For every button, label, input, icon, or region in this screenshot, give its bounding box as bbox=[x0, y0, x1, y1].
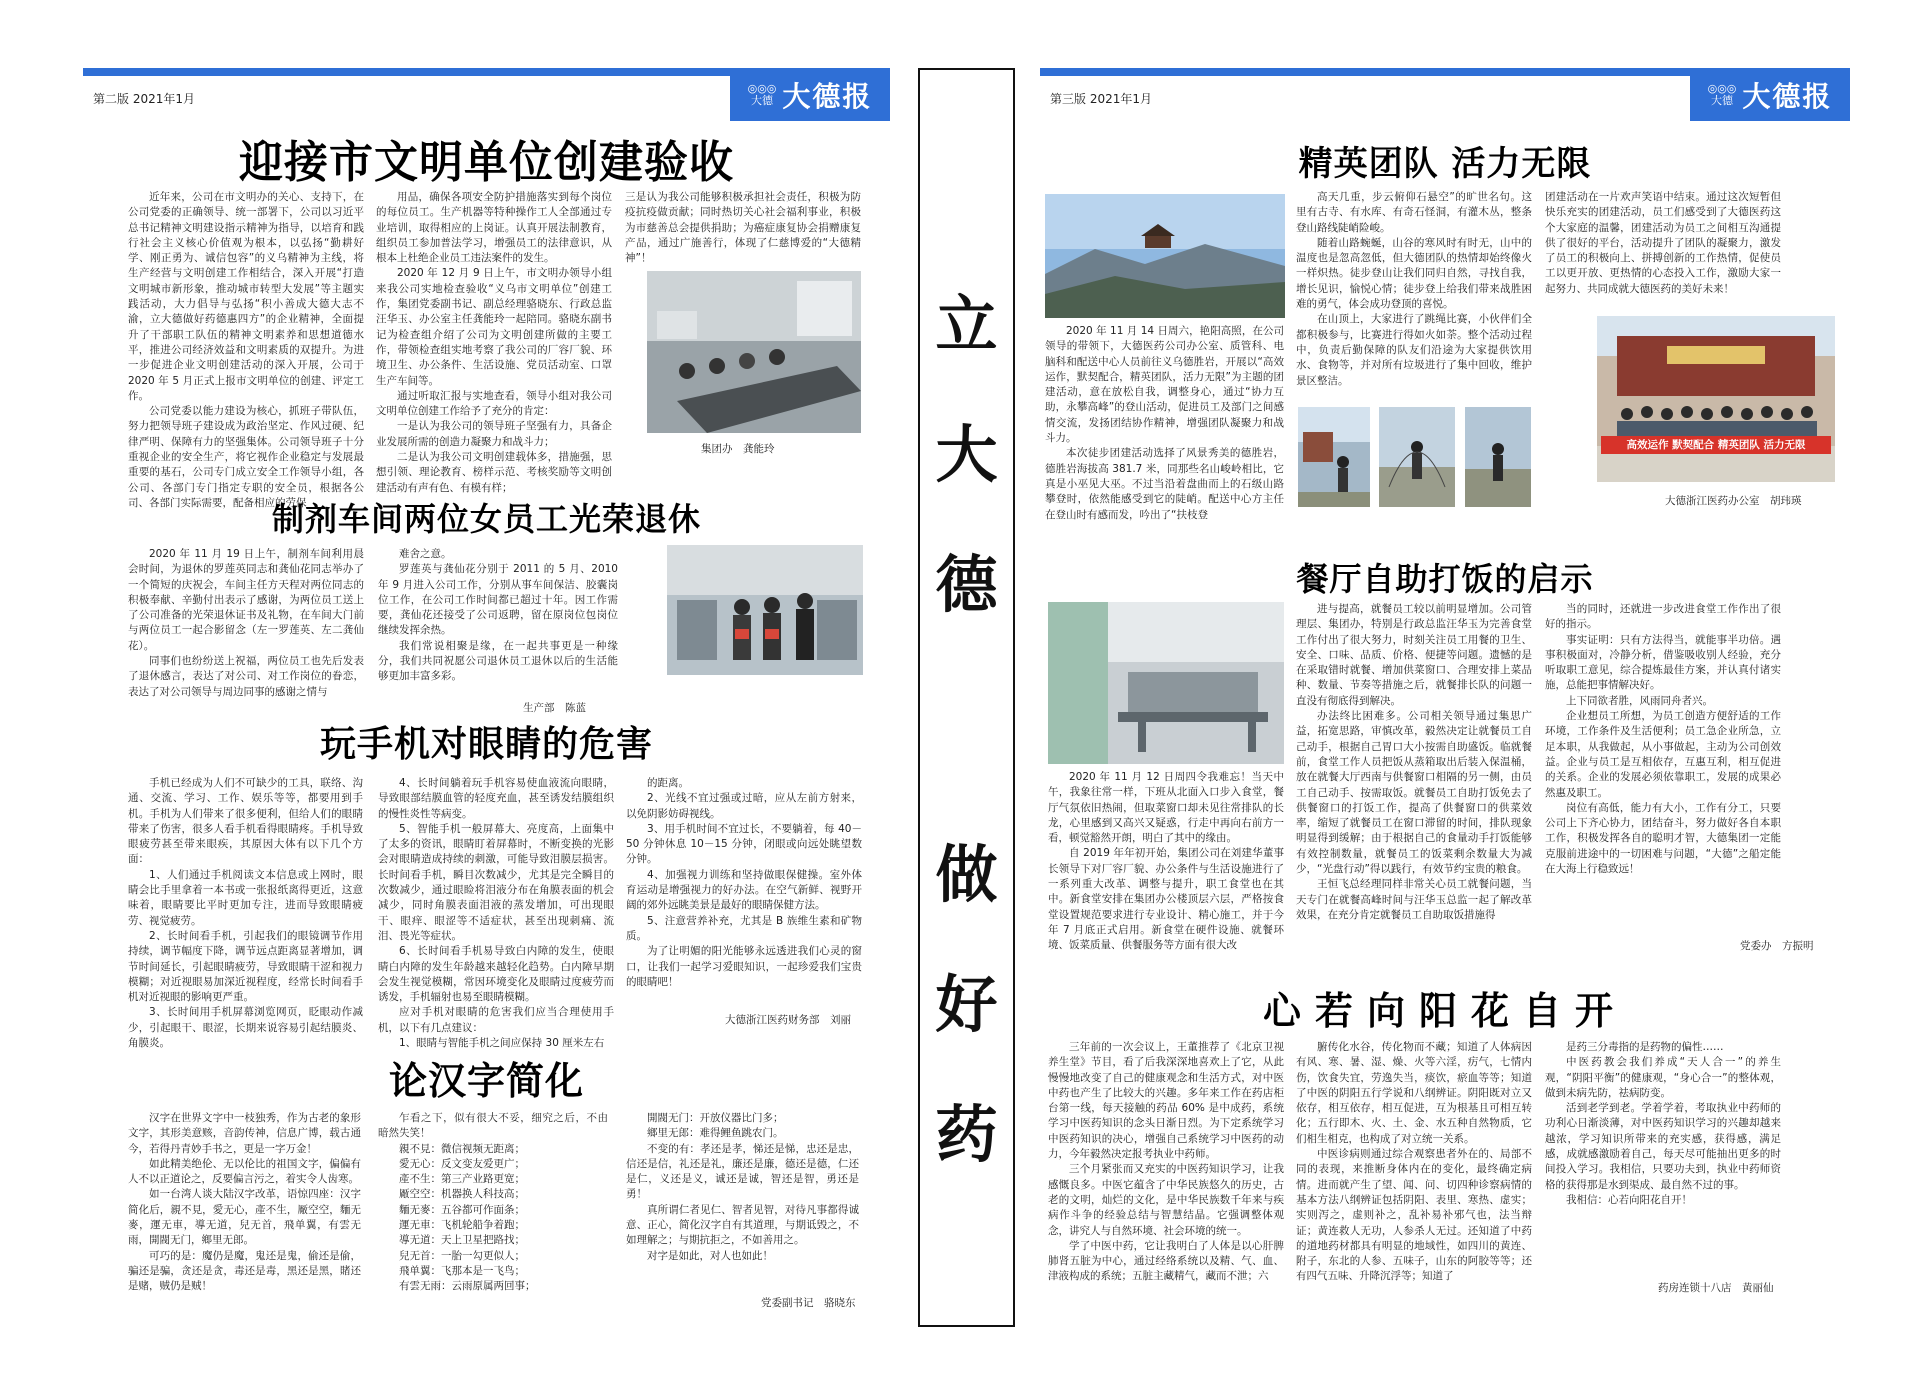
team-activity-photo bbox=[1298, 407, 1370, 507]
article-body: 乍看之下，似有很大不妥，细究之后，不由暗然失笑！ 親不見：微信视频无距离； 愛无心：反文变友爱更广； 產不生：第三产业路更宽； 厰空空：机器换人科技高； 麵无麥：五谷都可作面条； 運无車：飞机轮船争着跑； 導无道：天上卫星把路找； 兒无首：一胎一勾更似人； 飛单翼：飞那本是一飞鸟； 有雲无雨：云雨原属两回事； bbox=[378, 1112, 608, 1293]
jump-rope-photo bbox=[1465, 407, 1531, 507]
article-title: 精英团队 活力无限 bbox=[1298, 144, 1592, 184]
logo-name: 大德报 bbox=[1742, 79, 1833, 113]
slogan-char: 好 bbox=[935, 968, 998, 1041]
article-body: 2020 年 11 月 19 日上午，制剂车间利用晨会时间，为退休的罗莲英同志和龚仙花同志举办了一个简短的庆祝会，车间主任方天程对两位同志的积极奉献、辛勤付出表示了感谢，为两位员工送上了公司准备的光荣退休证书及礼物，在车间大门前与两位员工一起合影留念（左一罗莲英、左二龚仙花）。 同事们也纷纷送上祝福，两位员工也先后发表了退休感言，表达了对公司、对工作岗位的眷恋，表达了对公司领导与周边同事的感谢之情与 bbox=[128, 548, 364, 698]
page-header bbox=[83, 68, 890, 121]
article-body: 高天几重，步云俯仰石悬空”的旷世名句。这里有古寺、有水库、有奇石怪洞，有灌木丛，整条登山路线陡峭险峻。 随着山路蜿蜒，山谷的寒风时有时无，山中的温度也是忽高忽低，但大德团队的热情却始终像火一样炽热。徒步登山让我们同归自然，寻找自我，增长见识，愉悦心情；徒步登上给我们带来战胜困难的勇气，体会成功登顶的喜悦。 在山顶上，大家进行了跳绳比赛，小伙伴们全都积极参与，比赛进行得如火如荼。整个活动过程中，负责后勤保障的队友们沿途为大家提供饮用水、食物等，并对所有垃圾进行了集中回收，维护景区整洁。 bbox=[1296, 191, 1532, 387]
article-title: 玩手机对眼睛的危害 bbox=[319, 723, 653, 765]
slogan-column bbox=[918, 68, 1015, 1327]
page-three bbox=[1040, 0, 1850, 1388]
article-body: 近年来，公司在市文明办的关心、支持下，在公司党委的正确领导、统一部署下，公司以习近平总书记精神文明建设指示精神为指导，以培育和践行社会主义核心价值观为根本，以弘扬“勤耕好学、刚正勇为、诚信包容”的义乌精神为主线，将生产经营与文明创建工作相结合，深入开展“打造文明城市新形象，推动城市转型大发展”等主题实践活动，大力倡导与弘扬“积小善成大德大志不渝，立大德做好药德惠四方”的企业精神，全面提升了干部职工队伍的精神文明素养和思想道德水平，推进公司经济效益和文明素质的双提升。为进一步促进企业文明创建活动的深入开展，公司于 2020 年 5 月正式上报市文明单位的创建、评定工作。 公司党委以能力建设为核心，抓班子带队伍，努力把领导班子建设成为政治坚定、作风过硬、纪律严明、保障有力的坚强集体。公司领导班子十分重视企业的安全生产，将它视作企业稳定与发展最重要的基石，公司专门成立安全工作领导小组，各公司、各部门专门指定专职的安全员，根据各公司、各部门实际需要，配备相应的劳保 bbox=[128, 191, 364, 509]
article-body: 2020 年 11 月 12 日周四令我难忘！当天中午，我象往常一样，下班从北面入口步入食堂，餐厅气氛依旧热闹，但取菜窗口却未见往常排队的长龙，心里感到又高兴又疑惑，行走中再向右前方一看，顿觉豁然开朗，明白了其中的缘由。 自 2019 年年初开始，集团公司在刘建华董事长领导下对厂容厂貌、办公条件与生活设施进行了一系列重大改革、调整与提升，职工食堂也在其中。新食堂安排在集团办公楼顶层六层，严格按食堂设置规范要求进行专业设计、精心施工，并于今年 7 月底正式启用。新食堂在硬件设施、就餐环境、饭菜质量、供餐服务等方面有很大改 bbox=[1048, 771, 1284, 952]
article-signature: 大德浙江医药财务部 刘丽 bbox=[725, 1014, 851, 1026]
article-title: 制剂车间两位女员工光荣退休 bbox=[271, 500, 701, 538]
article-body: 三年前的一次会议上，王董推荐了《北京卫视养生堂》节目，看了后我深深地喜欢上了它，从此慢慢地改变了自己的健康观念和生活方式，对中医中药也产生了比较大的兴趣。多年来工作在药店柜台第一线，每天接触的药品 60% 是中成药，系统学习中医药知识的念头日渐日烈。为下定系统学习中医药知识的决心，增强自己系统学习中医药的动力，今年毅然决定报考执业中药师。 三个月紧张而又充实的中医药知识学习，让我感慨良多。中医它蕴含了中华民族悠久的历史，古老的文明，灿烂的文化，是中华民族数千年来与疾病作斗争的经验总结与智慧结晶。它强调整体观念，讲究人与自然环境、社会环境的统一。 学了中医中药，它让我明白了人体是以心肝脾肺肾五脏为中心，通过经络系统以及精、气、血、津液构成的系统；五脏主藏精气，藏而不泄；六 bbox=[1048, 1041, 1284, 1283]
article-body: 用品，确保各项安全防护措施落实到每个岗位的每位员工。生产机器等特种操作工人全部通过专业培训，取得相应的上岗证。认真开展法制教育，组织员工参加普法学习，增强员工的法律意识，从根本上杜绝企业员工违法案件的发生。 2020 年 12 月 9 日上午，市文明办领导小组来我公司实地检查验收“义乌市文明单位”创建工作，集团党委副书记、副总经理骆晓东、行政总监汪华玉、办公室主任龚能玲一起陪同。骆晓东副书记为检查组介绍了公司为文明创建所做的主要工作，带领检查组实地考察了我公司的厂容厂貌、环境卫生、办公条件、生活设施、党员活动室、口罩生产车间等。 通过听取汇报与实地查看，领导小组对我公司文明单位创建工作给予了充分的肯定： 一是认为我公司的领导班子坚强有力，具备企业发展所需的创造力凝聚力和战斗力； 二是认为我公司文明创建载体多，措施强，思想引领、理论教育、榜样示范、考核奖励等文明创建活动有声有色、有模有样； bbox=[376, 191, 612, 494]
retirement-photo bbox=[667, 545, 863, 675]
article-body: 团建活动在一片欢声笑语中结束。通过这次短暂但快乐充实的团建活动，员工们感受到了大德医药这个大家庭的温馨，团建活动为员工之间相互沟通提供了很好的平台，活动提升了团队的凝聚力，激发了员工的积极向上、拼搏创新的工作热情，促使员工以更开放、更热情的心态投入工作，激励大家一起努力、共同成就大德医药的美好未来！ bbox=[1545, 191, 1781, 295]
article-body: 汉字在世界文字中一枝独秀，作为古老的象形文字，其形美意赅，音韵传神，信息广博，载古通今，若得丹青妙手书之，更是一字万金！ 如此精美绝伦、无以伦比的祖国文字，偏偏有人不以正道论之，反要偏言污之，着实令人齿寒。 如一台湾人谈大陆汉字改革，语惊四座：汉字简化后，親不見，愛无心，產不生，厰空空，麵无麥，運无車，導无道，兒无首，飛单翼，有雲无雨，開閥无门，鄉里无郎。 可巧的是：魔仍是魔，鬼还是鬼，偷还是偷，骗还是骗，贪还是贪，毒还是毒，黑还是黑，賭还是赌，贼仍是贼！ bbox=[128, 1112, 361, 1293]
article-body: 2020 年 11 月 14 日周六，艳阳高照，在公司领导的带领下，大德医药公司办公室、质管科、电脑科和配送中心人员前往义乌德胜岩，开展以“高效运作，默契配合，精英团队，活力无限”为主题的团建活动，意在放松自我，调整身心，通过“协力互助，永攀高峰”的登山活动，促进员工及部门之间感情交流，发扬团结协作精神，增强团队凝聚力和战斗力。 本次徒步团建活动选择了风景秀美的德胜岩，德胜岩海拔高 381.7 米，同那些名山峻岭相比，它真是小巫见大巫。不过当沿着盘曲而上的石级山路攀登时，依然能感受到它的陡峭。配送中心方主任在登山时有感而发，吟出了“扶枝登 bbox=[1045, 325, 1284, 521]
edition-label: 第三版 2021年1月 bbox=[1050, 92, 1152, 106]
article-body: 手机已经成为人们不可缺少的工具，联络、沟通、交流、学习、工作、娱乐等等，都要用到手机。手机为人们带来了很多便利，但给人们的眼睛带来了伤害，很多人看手机看得眼睛疼。手机导致眼疲劳甚至带来眼疾，其原因大体有以下几个方面： 1、人们通过手机阅读文本信息或上网时，眼睛会比手里拿着一本书或一张报纸离得更近，这意味着，眼睛要比平时更加专注，进而导致眼睛疲劳、视觉疲劳。 2、长时间看手机，引起我们的眼镜调节作用持续，调节幅度下降，调节远点距离显著增加，调节时间延长，引起眼睛疲劳，导致眼睛干涩和视力模糊；对近视眼易加深近视程度，经常长时间看手机对近视眼的影响更严重。 3、长时间用手机屏幕浏览网页，眨眼动作减少，引起眼干、眼涩，长期来说容易引起结膜炎、角膜炎。 bbox=[128, 777, 363, 1050]
meeting-room-photo bbox=[647, 271, 861, 433]
slogan-char: 大 bbox=[935, 418, 998, 491]
article-body: 開閥无门：开放仪器比门多； 鄉里无郎：难得鲤鱼跳农门。 不变的有：孝还是孝，悌还是悌，忠还是忠，信还是信，礼还是礼，廉还是廉，德还是德，仁还是仁，义还是义，诚还是诚，智还是智，勇还是勇！ 真所谓仁者见仁、智者见智，对待凡事都得诚意、正心，简化汉字自有其道理，与期诋毁之，不如理解之；与期抗拒之，不如善用之。 对字是如此，对人也如此！ bbox=[626, 1112, 859, 1262]
slogan-char: 做 bbox=[935, 838, 998, 911]
page-two bbox=[83, 0, 890, 1388]
article-body: 腑传化水谷，传化物而不藏；知道了人体病因有风、寒、暑、湿、燥、火等六淫，疠气，七情内伤，饮食失宜，劳逸失当，痰饮，瘀血等等；知道了中医的阴阳五行学说和八纲辨证。阴阳既对立又依存，相互依存，相互促进，互为根基且可相互转化；五行即木、火、土、金、水五种自然物质，它们相生相克，也构成了对立统一关系。 中医诊病则通过综合观察患者外在的、局部不同的表现，来推断身体内在的变化，最终确定病情。进而就产生了望、闻、问、切四种诊察病情的基本方法八纲辨证包括阴阳、表里、寒热、虚实；实则泻之，虚则补之，乱补易补邪气也，法当辩证；黄连救人无功，人参杀人无过。还知道了中药的道地药材都具有明显的地域性，如四川的黄连、附子，东北的人参、五味子，山东的阿胶等等；还有四气五味、升降沉浮等；知道了 bbox=[1296, 1041, 1532, 1283]
slogan-char: 德 bbox=[935, 548, 998, 621]
page-header bbox=[1040, 68, 1850, 121]
mountain-view-photo bbox=[1045, 194, 1285, 318]
article-body: 4、长时间躺着玩手机容易使血液流向眼睛，导致眼部结膜血管的轻度充血，甚至诱发结膜组织的慢性炎性等病变。 5、智能手机一般屏幕大、亮度高，上面集中了太多的资讯，眼睛盯着屏幕时，不断变换的光影会对眼睛造成持续的刺激，可能导致泪膜层损害。长时间看手机，瞬目次数减少，尤其是完全瞬目的次数减少，通过眼睑将泪液分布在角膜表面的机会减少，同时角膜表面泪液的蒸发增加，可出现眼干、眼痒、眼涩等不适症状，甚至出现刺痛、流泪、畏光等症状。 6、长时间看手机易导致白内障的发生，使眼睛白内障的发生年龄越来越轻化趋势。白内障早期会发生视觉模糊，常因环境变化及眼睛过度疲劳而诱发，手机辐射也易至眼睛模糊。 应对手机对眼睛的危害我们应当合理使用手机，以下有几点建议： 1、眼睛与智能手机之间应保持 30 厘米左右 bbox=[378, 777, 614, 1050]
article-signature: 集团办 龚能玲 bbox=[701, 443, 775, 455]
article-title: 论汉字简化 bbox=[388, 1058, 584, 1103]
article-signature: 生产部 陈蓝 bbox=[523, 702, 586, 714]
article-signature: 党委办 方振明 bbox=[1740, 940, 1814, 952]
newspaper-logo bbox=[1690, 68, 1850, 121]
article-signature: 党委副书记 骆晓东 bbox=[761, 1297, 856, 1309]
article-body: 是药三分毒指的是药物的偏性…… 中医药教会我们养成“天人合一”的养生观，“阴阳平衡”的健康观，“身心合一”的整体观，做到未病先防，祛病防变。 活到老学到老。学着学着，考取执业中药师的功利心日渐淡薄，对中医药知识学习的兴趣却越来越浓，学习知识所带来的充实感，获得感，满足感，成就感激励着自己，每天尽可能抽出更多的时间投入学习。我相信，只要功夫到，执业中药师资格的获得那是水到渠成、最自然不过的事。 我相信：心若向阳花自开！ bbox=[1545, 1041, 1781, 1206]
article-body: 三是认为我公司能够积极承担社会责任，积极为防疫抗疫做贡献；同时热切关心社会福利事业，积极为市慈善总会提供捐助；为癌症康复协会捐赠康复产品，通过广施善行，体现了仁慈博爱的“大德精神”！ bbox=[625, 191, 861, 265]
article-signature: 药房连锁十八店 黄丽仙 bbox=[1658, 1282, 1774, 1294]
logo-mark: ◎◎◎ 大德 bbox=[1707, 81, 1737, 107]
logo-name: 大德报 bbox=[782, 79, 873, 113]
article-body: 难舍之意。 罗莲英与龚仙花分别于 2011 的 5 月、2010 年 9 月进入公司工作，分别从事车间保洁、胶囊岗位工作，在公司工作时间都已超过十年。因工作需要，龚仙花还接受了公司返聘，留在原岗位包岗位继续发挥余热。 我们常说相聚是缘，在一起共事更是一种缘分，我们共同祝愿公司退休员工退休以后的生活能够更加丰富多彩。 bbox=[378, 548, 618, 683]
team-group-photo bbox=[1597, 316, 1835, 482]
team-banner: 高效运作 默契配合 精英团队 活力无限 bbox=[1601, 436, 1831, 454]
newspaper-logo bbox=[730, 68, 890, 121]
article-body: 的距离。 2、光线不宜过强或过暗，应从左前方射来，以免阴影妨碍视线。 3、用手机时间不宜过长，不要躺着，每 40－50 分钟休息 10－15 分钟，闭眼或向远处眺望数分钟。 4、加强视力训练和坚持做眼保健操。室外体育运动是增强视力的好办法。在空气新鲜、视野开阔的郊外远眺美景是最好的眼睛保健方法。 5、注意营养补充，尤其是 B 族维生素和矿物质。 为了让明媚的阳光能够永远透进我们心灵的窗口，让我们一起学习爱眼知识，一起珍爱我们宝贵的眼睛吧！ bbox=[626, 777, 862, 988]
canteen-photo bbox=[1048, 602, 1284, 764]
article-title: 心若向阳花自开 bbox=[1262, 988, 1627, 1033]
slogan-char: 立 bbox=[935, 288, 998, 361]
edition-label: 第二版 2021年1月 bbox=[93, 92, 195, 106]
article-title: 餐厅自助打饭的启示 bbox=[1296, 560, 1594, 598]
logo-mark: ◎◎◎ 大德 bbox=[747, 81, 777, 107]
article-body: 进与提高，就餐员工较以前明显增加。公司管理层、集团办，特别是行政总监汪华玉为完善食堂工作付出了很大努力，时刻关注员工用餐的卫生、安全、口味、品质、价格、便捷等问题。遗憾的是在采取错时就餐、增加供菜窗口、合理安排上菜品种、数量、节奏等措施之后，就餐排长队的问题一直没有彻底得到解决。 办法终比困难多。公司相关领导通过集思广益，拓宽思路，审慎改革，毅然决定让就餐员工自己动手，根据自己胃口大小按需自助盛饭。临就餐前，食堂工作人员把饭从蒸箱取出后装入保温桶，放在就餐大厅西南与供餐窗口相隔的另一侧，由员工自己动手、按需取饭。就餐员工自助打饭免去了供餐窗口的打饭工作，提高了供餐窗口的供菜效率，缩短了就餐员工在窗口滞留的时间，排队现象明显得到缓解；由于根据自己的食量动手打饭能够有效控制数量，就餐员工的饭菜剩余数量大为减少，“光盘行动”得以践行，有效节约宝贵的粮食。 王恒飞总经理同样非常关心员工就餐问题，当天专门在就餐高峰时间与汪华玉总监一起了解改革效果，在充分肯定就餐员工自助取饭措施得 bbox=[1296, 603, 1532, 921]
slogan-char: 药 bbox=[935, 1098, 998, 1171]
jump-rope-photo bbox=[1379, 407, 1455, 507]
article-title: 迎接市文明单位创建验收 bbox=[239, 137, 734, 188]
article-body: 当的同时，还就进一步改进食堂工作作出了很好的指示。 事实证明：只有方法得当，就能事半功倍。遇事积极面对，冷静分析，借鉴吸收别人经验，充分听取职工意见，综合提炼最佳方案，并认真付诸实施，总能把事情解决好。 上下同欲者胜，风雨同舟者兴。 企业想员工所想，为员工创造方便舒适的工作环境，工作条件及生活便利；员工急企业所急，立足本职，从我做起，从小事做起，主动为公司创效益。企业与员工是互相依存，互惠互利，相互促进的关系。企业的发展必须依靠职工，发展的成果必然惠及职工。 岗位有高低，能力有大小，工作有分工，只要公司上下齐心协力，团结奋斗，努力做好各自本职工作，积极发挥各自的聪明才智，大德集团一定能克服前进途中的一切困难与问题，“大德”之船定能在大海上行稳致远！ bbox=[1545, 603, 1781, 876]
article-signature: 大德浙江医药办公室 胡玮瑛 bbox=[1665, 495, 1802, 507]
